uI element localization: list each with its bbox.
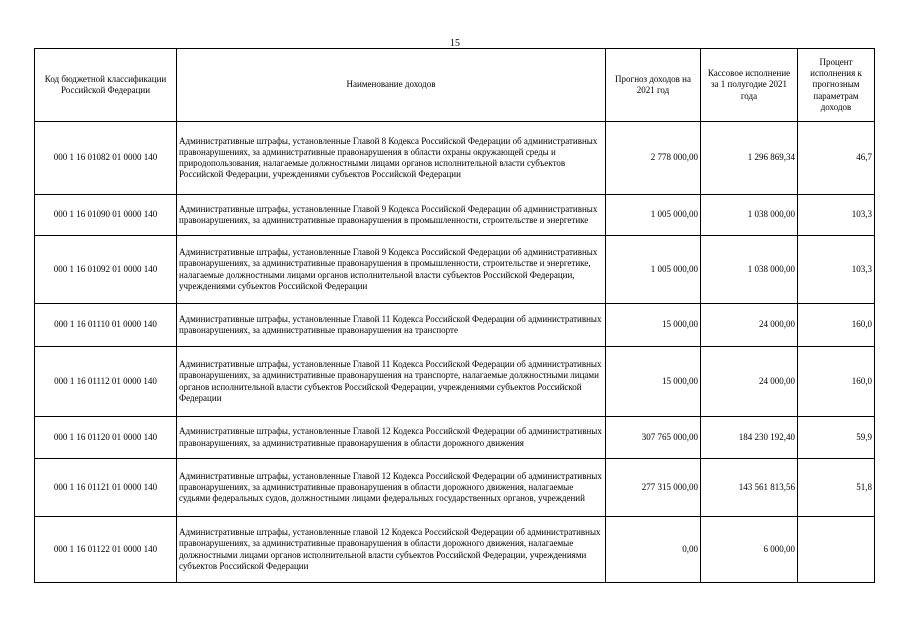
- cell-forecast: 2 778 000,00: [606, 122, 701, 195]
- header-forecast: Прогноз доходов на 2021 год: [606, 49, 701, 122]
- table-row: [35, 122, 875, 195]
- revenue-table: [34, 48, 875, 583]
- cell-name: Административные штрафы, установленные Главой 9 Кодекса Российской Федерации об административных правонарушениях, за административные правонарушения в промышленности, строительстве и энергетике, налагаемые должностными лицами органов исполнительной власти субъектов Российской Федерации, учреждениями субъектов Российской Федерации: [177, 236, 606, 304]
- cell-code: 000 1 16 01120 01 0000 140: [35, 417, 177, 459]
- cell-forecast: 1 005 000,00: [606, 236, 701, 304]
- table-row: [35, 417, 875, 459]
- table-row: [35, 459, 875, 517]
- cell-forecast: 15 000,00: [606, 304, 701, 347]
- cell-cash: 24 000,00: [701, 347, 798, 417]
- header-cash: Кассовое исполнение за 1 полугодие 2021 года: [701, 49, 798, 122]
- cell-code: 000 1 16 01092 01 0000 140: [35, 236, 177, 304]
- cell-cash: 6 000,00: [701, 517, 798, 583]
- table-row: [35, 195, 875, 236]
- cell-cash: 1 038 000,00: [701, 195, 798, 236]
- cell-percent: [798, 517, 875, 583]
- cell-name: Административные штрафы, установленные Главой 11 Кодекса Российской Федерации об административных правонарушениях, за административные правонарушения на транспорте, налагаемые должностными лицами органов исполнительной власти субъектов Российской Федерации, учреждениями субъектов Российской Федерации: [177, 347, 606, 417]
- cell-forecast: 0,00: [606, 517, 701, 583]
- cell-cash: 1 038 000,00: [701, 236, 798, 304]
- header-percent: Процент исполнения к прогнозным параметрам доходов: [798, 49, 875, 122]
- table-row: [35, 517, 875, 583]
- table-header-row: [35, 49, 875, 122]
- cell-percent: 103,3: [798, 195, 875, 236]
- cell-name: Административные штрафы, установленные Главой 12 Кодекса Российской Федерации об административных правонарушениях, за административные правонарушения в области дорожного движения, налагаемые судьями федеральных судов, должностными лицами федеральных государственных органов, учреждений: [177, 459, 606, 517]
- cell-code: 000 1 16 01090 01 0000 140: [35, 195, 177, 236]
- cell-percent: 46,7: [798, 122, 875, 195]
- cell-cash: 184 230 192,40: [701, 417, 798, 459]
- cell-cash: 143 561 813,56: [701, 459, 798, 517]
- cell-name: Административные штрафы, установленные Главой 8 Кодекса Российской Федерации об административных правонарушениях, за административные правонарушения в области охраны окружающей среды и природопользования, налагаемые должностными лицами органов исполнительной власти субъектов Российской Федерации, учреждениями субъектов Российской Федерации: [177, 122, 606, 195]
- table-row: [35, 304, 875, 347]
- cell-code: 000 1 16 01121 01 0000 140: [35, 459, 177, 517]
- cell-code: 000 1 16 01082 01 0000 140: [35, 122, 177, 195]
- header-name: Наименование доходов: [177, 49, 606, 122]
- cell-forecast: 277 315 000,00: [606, 459, 701, 517]
- cell-name: Административные штрафы, установленные Главой 12 Кодекса Российской Федерации об административных правонарушениях, за административные правонарушения в области дорожного движения: [177, 417, 606, 459]
- cell-cash: 24 000,00: [701, 304, 798, 347]
- cell-code: 000 1 16 01110 01 0000 140: [35, 304, 177, 347]
- cell-code: 000 1 16 01122 01 0000 140: [35, 517, 177, 583]
- cell-percent: 103,3: [798, 236, 875, 304]
- header-code: Код бюджетной классификации Российской Федерации: [35, 49, 177, 122]
- cell-forecast: 307 765 000,00: [606, 417, 701, 459]
- cell-name: Административные штрафы, установленные главой 12 Кодекса Российской Федерации об административных правонарушениях, за административные правонарушения в области дорожного движения, налагаемые должностными лицами органов исполнительной власти субъектов Российской Федерации, учреждениями субъектов Российской Федерации: [177, 517, 606, 583]
- cell-percent: 51,8: [798, 459, 875, 517]
- cell-code: 000 1 16 01112 01 0000 140: [35, 347, 177, 417]
- cell-forecast: 1 005 000,00: [606, 195, 701, 236]
- cell-percent: 160,0: [798, 347, 875, 417]
- cell-name: Административные штрафы, установленные Главой 9 Кодекса Российской Федерации об административных правонарушениях, за административные правонарушения в промышленности, строительстве и энергетике: [177, 195, 606, 236]
- cell-name: Административные штрафы, установленные Главой 11 Кодекса Российской Федерации об административных правонарушениях, за административные правонарушения на транспорте: [177, 304, 606, 347]
- cell-percent: 160,0: [798, 304, 875, 347]
- cell-cash: 1 296 869,34: [701, 122, 798, 195]
- table-row: [35, 236, 875, 304]
- cell-percent: 59,9: [798, 417, 875, 459]
- cell-forecast: 15 000,00: [606, 347, 701, 417]
- page-number: 15: [450, 38, 460, 49]
- table-row: [35, 347, 875, 417]
